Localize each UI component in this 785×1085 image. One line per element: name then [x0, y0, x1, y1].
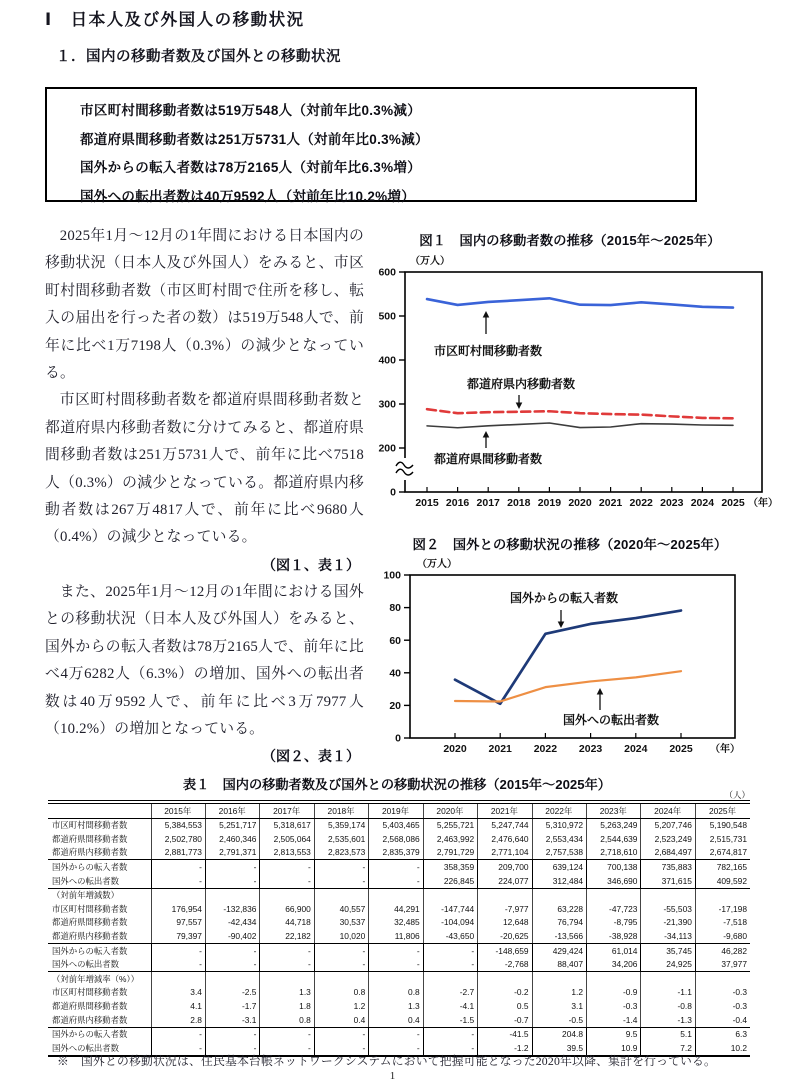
table-row: 国外への転出者数 - - - - - - -1.2 39.5 10.9 7.2 10.2	[48, 1041, 750, 1056]
year-column-header: 2018年	[314, 802, 368, 818]
year-column-header: 2020年	[423, 802, 477, 818]
svg-text:2021: 2021	[488, 743, 512, 755]
summary-box	[45, 87, 697, 202]
figure-table-reference-1: （図１、表１）	[262, 556, 360, 573]
table-footnote: ※ 国外との移動状況は、住民基本台帳ネットワークシステムにおいて把握可能となった2020年以降、集計を行っている。	[57, 1054, 717, 1068]
body-paragraph-2: 市区町村間移動者数を都道府県間移動者数と都道府県内移動者数に分けてみると、都道府県間移動者数は251万5731人で、前年に比べ7518人（0.3%）の減少となっている。都道府県内移動者数は267万4817人で、前年に比べ9680人（0.4%）の減少となっている。	[45, 392, 364, 546]
year-column-header: 2024年	[641, 802, 695, 818]
year-column-header: 2017年	[260, 802, 314, 818]
table-row: 都道府県内移動者数 2.8 -3.1 0.8 0.4 0.4 -1.5 -0.7 -0.5 -1.4 -1.3 -0.4	[48, 1013, 750, 1027]
figure1-line-chart	[370, 248, 785, 514]
table-row: 市区町村間移動者数 3.4 -2.5 1.3 0.8 0.8 -2.7 -0.2 1.2 -0.9 -1.1 -0.3	[48, 986, 750, 1000]
summary-line: 国外への転出者数は40万9592人（対前年比10.2%増）	[80, 188, 416, 204]
svg-text:（年）: （年）	[748, 498, 778, 509]
figure2-line-chart	[370, 552, 785, 768]
figure2-title: 図２ 国外との移動状況の推移（2020年～2025年）	[412, 537, 728, 552]
svg-text:2016: 2016	[445, 497, 470, 509]
body-paragraph-1: 2025年1月～12月の1年間における日本国内の移動状況（日本人及び外国人）をみると、市区町村間移動者数（市区町村間で住所を移し、転入の届出を行った者の数）は519万548人で、前年に比べ1万7198人（0.3%）の減少となっている。	[45, 228, 364, 382]
svg-text:国外からの転入者数: 国外からの転入者数	[509, 591, 619, 605]
svg-text:2025: 2025	[669, 743, 693, 755]
svg-text:0: 0	[395, 732, 401, 745]
table-row: 国外への転出者数 - - - - - 226,845 224,077 312,484 346,690 371,615 409,592	[48, 874, 750, 888]
table-row: 国外への転出者数 - - - - - - -2,768 88,407 34,206 24,925 37,977	[48, 958, 750, 972]
body-text-column	[45, 223, 364, 770]
table-row: 都道府県内移動者数 2,881,773 2,791,371 2,813,553 2,823,573 2,835,379 2,791,729 2,771,104 2,757,538 2,718,610 2,684,497 2,674,817	[48, 846, 750, 860]
year-column-header: 2021年	[478, 802, 532, 818]
table-1	[48, 800, 750, 1057]
figure-table-reference-2: （図２、表１）	[262, 748, 360, 765]
table-row: 都道府県間移動者数 97,557 -42,434 44,718 30,537 32,485 -104,094 12,648 76,794 -8,795 -21,390 -7,518	[48, 916, 750, 930]
svg-text:2020: 2020	[568, 497, 592, 509]
table1-unit-label: （人）	[724, 790, 750, 800]
table-row: 都道府県間移動者数 2,502,780 2,460,346 2,505,064 2,535,601 2,568,086 2,463,992 2,476,640 2,553,434 2,544,639 2,523,249 2,515,731	[48, 832, 750, 846]
svg-text:500: 500	[378, 310, 396, 323]
svg-text:2023: 2023	[578, 743, 603, 755]
svg-text:600: 600	[378, 266, 396, 279]
svg-text:2022: 2022	[629, 497, 653, 509]
table-header-row	[48, 802, 750, 818]
table1-wrapper	[48, 800, 750, 1057]
year-column-header: 2023年	[587, 802, 641, 818]
table-row: 国外からの転入者数 - - - - - 358,359 209,700 639,124 700,138 735,883 782,165	[48, 860, 750, 874]
svg-text:200: 200	[378, 442, 396, 455]
svg-text:100: 100	[383, 569, 401, 582]
svg-text:（万人）: （万人）	[410, 256, 450, 267]
svg-text:2015: 2015	[415, 497, 439, 509]
svg-text:2018: 2018	[507, 497, 531, 509]
table-corner-cell	[48, 802, 151, 818]
svg-text:2024: 2024	[624, 743, 648, 755]
table-row: 都道府県間移動者数 4.1 -1.7 1.8 1.2 1.3 -4.1 0.5 3.1 -0.3 -0.8 -0.3	[48, 999, 750, 1013]
table-section-row: （対前年増減数）	[48, 888, 750, 902]
year-column-header: 2019年	[369, 802, 423, 818]
year-column-header: 2016年	[205, 802, 259, 818]
svg-text:2024: 2024	[690, 497, 715, 509]
svg-text:（年）: （年）	[710, 744, 740, 755]
svg-text:都道府県間移動者数: 都道府県間移動者数	[433, 452, 543, 466]
table-row: 市区町村間移動者数 176,954 -132,836 66,900 40,557 44,291 -147,744 -7,977 63,228 -47,723 -55,503 -17,198	[48, 902, 750, 916]
table-section-row: （対前年増減率（%））	[48, 972, 750, 986]
table1-title: 表１ 国内の移動者数及び国外との移動状況の推移（2015年～2025年）	[183, 777, 611, 792]
svg-text:2025: 2025	[721, 497, 745, 509]
figure1-title: 図１ 国内の移動者数の推移（2015年～2025年）	[419, 233, 721, 248]
page-title: Ⅰ 日本人及び外国人の移動状況	[45, 11, 305, 29]
table-row: 国外からの転入者数 - - - - - - -148,659 429,424 61,014 35,745 46,282	[48, 943, 750, 957]
page-number: 1	[389, 1070, 396, 1082]
svg-text:300: 300	[378, 398, 396, 411]
svg-text:40: 40	[389, 667, 401, 680]
svg-text:0: 0	[390, 486, 396, 499]
svg-text:（万人）: （万人）	[417, 559, 457, 570]
svg-text:20: 20	[389, 700, 401, 712]
svg-text:市区町村間移動者数: 市区町村間移動者数	[433, 344, 543, 358]
year-column-header: 2022年	[532, 802, 586, 818]
svg-text:60: 60	[389, 634, 401, 647]
svg-text:80: 80	[389, 602, 401, 615]
table-row: 都道府県内移動者数 79,397 -90,402 22,182 10,020 11,806 -43,650 -20,625 -13,566 -38,928 -34,113 -9,680	[48, 929, 750, 943]
section-heading: １．国内の移動者数及び国外との移動状況	[56, 49, 341, 65]
svg-text:2020: 2020	[443, 743, 467, 755]
body-paragraph-3: また、2025年1月～12月の1年間における国外との移動状況（日本人及び外国人）をみると、国外からの転入者数は78万2165人で、前年に比べ4万6282人（6.3%）の増加、国外への転出者数は40万9592人で、前年に比べ3万7977人（10.2%）の増加となっている。	[45, 583, 364, 737]
summary-line: 国外からの転入者数は78万2165人（対前年比6.3%増）	[80, 160, 422, 175]
table-row: 国外からの転入者数 - - - - - - -41.5 204.8 9.5 5.1 6.3	[48, 1027, 750, 1041]
summary-line: 都道府県間移動者数は251万5731人（対前年比0.3%減）	[80, 131, 429, 147]
table-row: 市区町村間移動者数 5,384,553 5,251,717 5,318,617 5,359,174 5,403,465 5,255,721 5,247,744 5,310,972 5,263,249 5,207,746 5,190,548	[48, 818, 750, 832]
year-column-header: 2025年	[695, 802, 750, 818]
summary-line: 市区町村間移動者数は519万548人（対前年比0.3%減）	[80, 103, 422, 118]
svg-text:2022: 2022	[533, 743, 558, 755]
svg-text:2019: 2019	[537, 497, 562, 509]
svg-text:国外への転出者数: 国外への転出者数	[562, 713, 660, 727]
svg-text:400: 400	[378, 354, 396, 367]
svg-text:都道府県内移動者数: 都道府県内移動者数	[466, 377, 576, 391]
svg-text:2017: 2017	[476, 497, 500, 509]
year-column-header: 2015年	[151, 802, 205, 818]
svg-text:2023: 2023	[660, 497, 684, 509]
svg-text:2021: 2021	[598, 497, 623, 509]
